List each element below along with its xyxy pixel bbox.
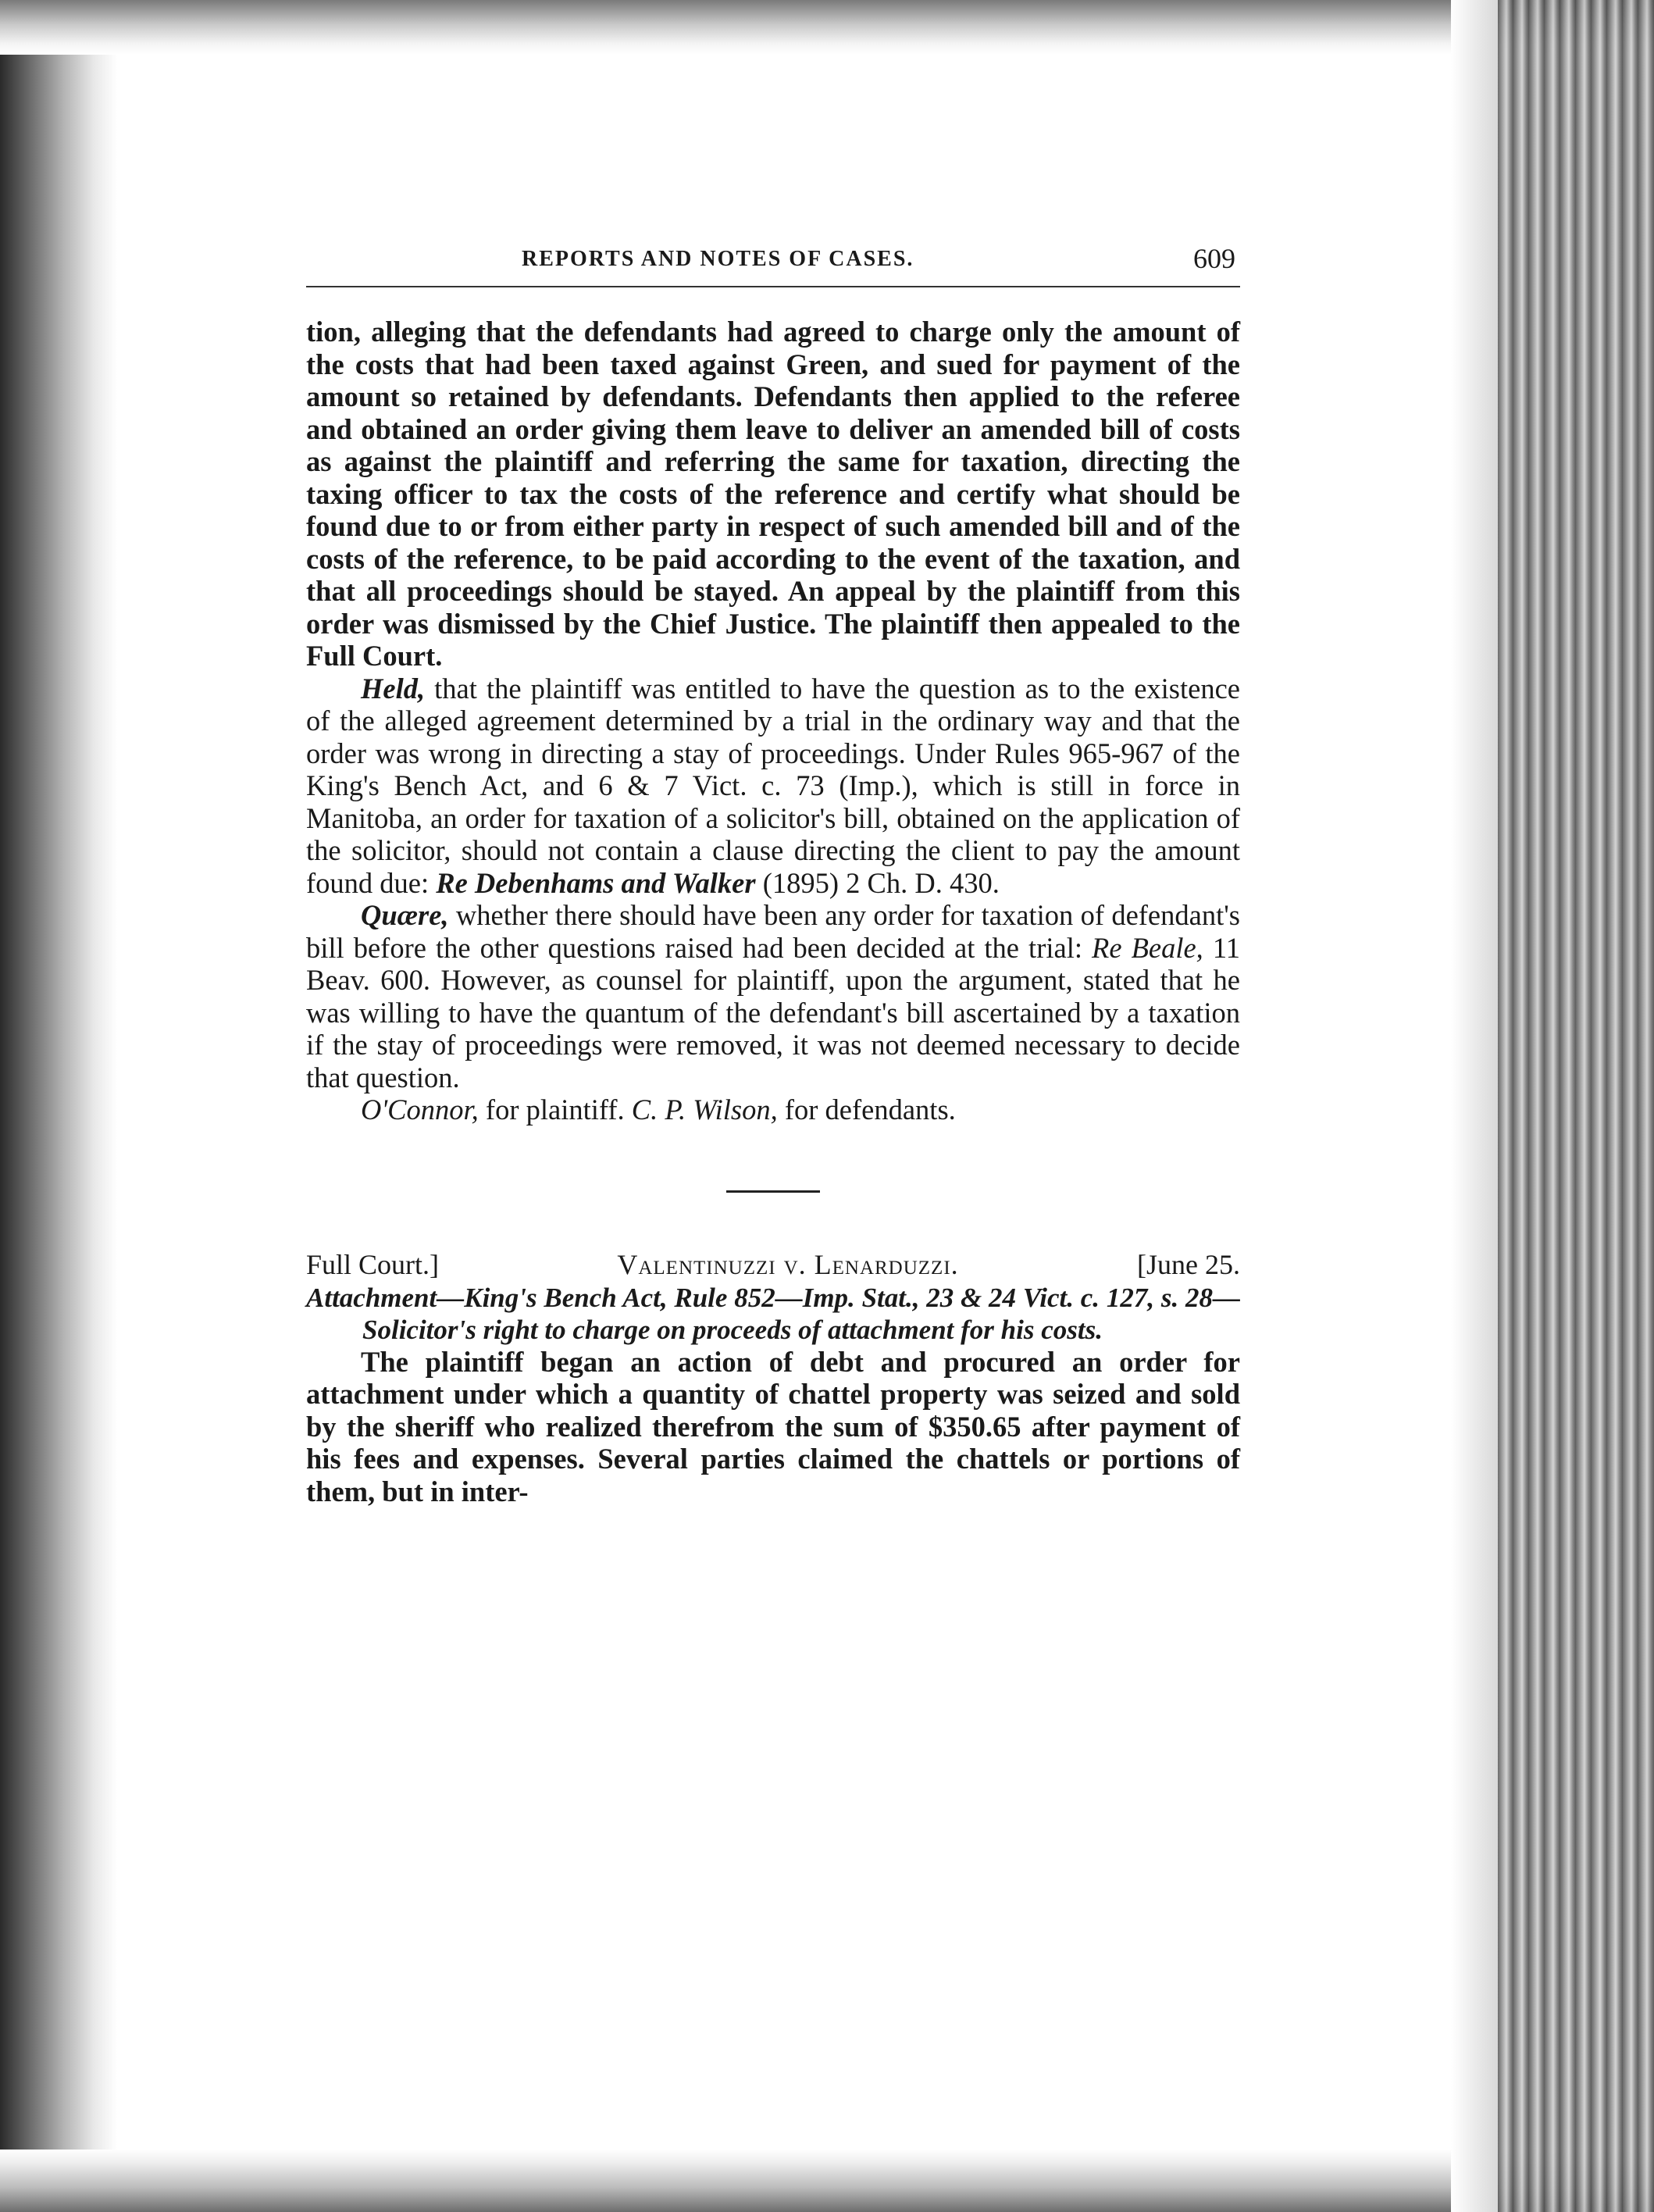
page-header <box>306 242 1240 287</box>
case-name: Valentinuzzi v. Lenarduzzi. <box>617 1248 959 1280</box>
court-name: Full Court.] <box>306 1248 440 1280</box>
scan-edge-top <box>0 0 1654 55</box>
held-text: that the plaintiff was entitled to have the question as to the existence of the alleged agreement determined by a trial in the ordinary way and that the order was wrong in directing a stay of proceedings. Under Rules 965-967 of the King's Bench Act, and 6 & 7 Vict. c. 73 (Imp.), which is still in force in Manitoba, an order for taxation of a solicitor's bill, obtained on the application of the solicitor, should not contain a clause directing the client to pay the amount found due: <box>306 672 1240 899</box>
quaere-label: Quære, <box>361 899 449 931</box>
held-citation: Re Debenhams and Walker <box>436 866 756 899</box>
counsel-line <box>306 1094 1240 1126</box>
quaere-rest: 11 Beav. 600. However, as counsel for plaintiff, upon the argument, stated that he was willing to have the quantum of the defendant's bill ascertained by a taxation if the stay of proceedings were removed, it was not deemed necessary to decide that question. <box>306 931 1240 1094</box>
scan-edge-left <box>0 0 117 2212</box>
book-page-edges <box>1498 0 1654 2212</box>
case-divider <box>726 1190 820 1193</box>
page-body <box>306 316 1240 1507</box>
quaere-citation: Re Beale, <box>1092 931 1203 964</box>
held-citation-rest: (1895) 2 Ch. D. 430. <box>755 866 1000 899</box>
quaere-text: whether there should have been any order for taxation of defendant's bill before the other questions raised had been decided at the trial: <box>306 899 1240 964</box>
paragraph-continuation: tion, alleging that the defendants had agreed to charge only the amount of the costs that had been taxed against Green, and sued for payment of the amount so retained by defendants. Defendants then applied to the referee and obtained an order giving them leave to deliver an amended bill of costs as against the plaintiff and referring the same for taxation, directing the taxing officer to tax the costs of the reference and certify what should be found due to or from either party in respect of such amended bill and of the costs of the reference, to be paid according to the event of the taxation, and that all proceedings should be stayed. An appeal by the plaintiff from this order was dismissed by the Chief Justice. The plaintiff then appealed to the Full Court. <box>306 316 1240 672</box>
case-date: [June 25. <box>1137 1248 1240 1280</box>
case-heading <box>306 1247 1240 1282</box>
scan-edge-bottom <box>0 2150 1654 2212</box>
counsel-plaintiff-role: for plaintiff. <box>478 1094 632 1126</box>
paragraph-quaere <box>306 899 1240 1094</box>
case-body: The plaintiff began an action of debt and procured an order for attachment under which a quantity of chattel property was seized and sold by the sheriff who realized therefrom the sum of $350.65 after payment of his fees and expenses. Several parties claimed the chattels or portions of them, but in inter- <box>306 1345 1240 1507</box>
paragraph-held <box>306 673 1240 900</box>
page-number: 609 <box>1193 243 1235 274</box>
running-title: REPORTS AND NOTES OF CASES. <box>522 247 914 271</box>
counsel-defendants-name: C. P. Wilson, <box>631 1094 778 1126</box>
case-headnote: Attachment—King's Bench Act, Rule 852—Imp. Stat., 23 & 24 Vict. c. 127, s. 28—Solicitor's right to charge on proceeds of attachment for his costs. <box>306 1282 1240 1345</box>
book-page <box>306 242 1240 1507</box>
held-label: Held, <box>361 672 426 705</box>
counsel-plaintiff-name: O'Connor, <box>361 1094 479 1126</box>
page-shadow-right <box>1451 0 1498 2212</box>
counsel-defendants-role: for defendants. <box>777 1094 956 1126</box>
